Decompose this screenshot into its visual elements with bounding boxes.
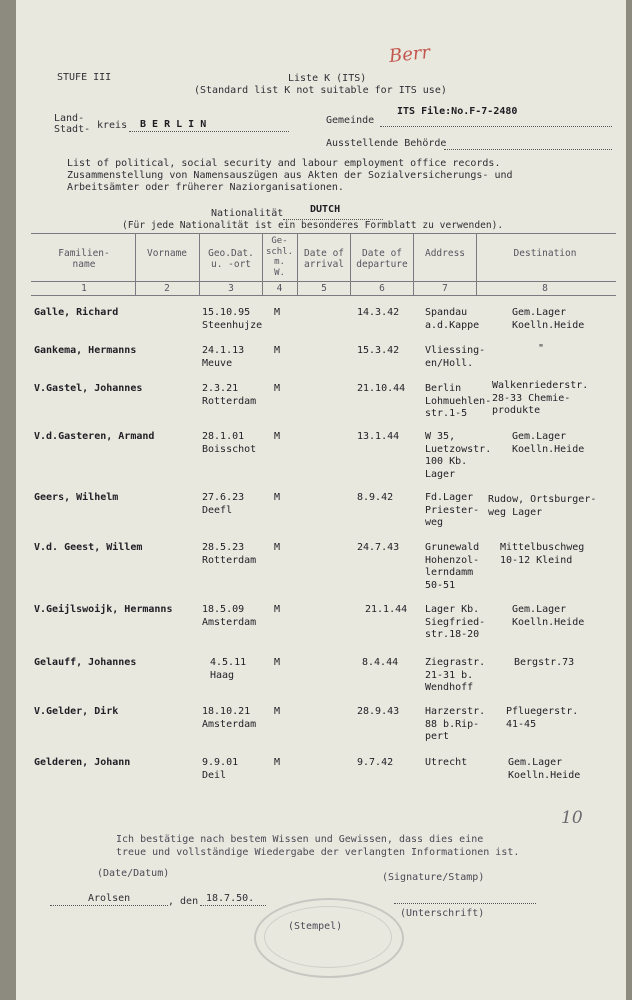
intro-line-2: Zusammenstellung von Namensauszügen aus Akten der Sozialversicherungs- und: [67, 170, 513, 181]
document-page: [16, 0, 626, 1000]
den-label: , den: [168, 896, 199, 907]
departure-date: 14.3.42: [357, 307, 400, 318]
departure-date: 13.1.44: [357, 431, 400, 442]
address: Harzerstr. 88 b.Rip- pert: [425, 706, 486, 742]
destination: Walkenriederstr. 28-33 Chemie- produkte: [492, 380, 589, 416]
departure-date: 8.4.44: [362, 657, 399, 668]
intro-line-3: Arbeitsämter oder früherer Naziorganisationen.: [67, 182, 344, 193]
land-label: Land-: [54, 113, 85, 124]
destination: Pfluegerstr. 41-45: [506, 706, 579, 730]
address: Ziegrastr. 21-31 b. Wendhoff: [425, 657, 486, 693]
place: Arolsen: [88, 893, 131, 904]
destination: Mittelbuschweg 10-12 Kleind: [500, 542, 585, 566]
stempel-label: (Stempel): [288, 921, 343, 932]
date-label: (Date/Datum): [97, 868, 170, 879]
destination: Gem.Lager Koelln.Heide: [508, 757, 581, 781]
column-header-address: Address: [424, 248, 466, 259]
person-name: V.d. Geest, Willem: [34, 542, 143, 553]
column-header-arrival: Date of arrival: [303, 248, 345, 270]
destination: ": [538, 343, 545, 354]
person-name: Gelauff, Johannes: [34, 657, 137, 668]
column-number: 8: [542, 283, 548, 294]
departure-date: 8.9.42: [357, 492, 394, 503]
its-file-number: ITS File:No.F-7-2480: [397, 106, 518, 117]
birth-date-place: 18.10.21 Amsterdam: [202, 706, 257, 730]
kreis-label: kreis: [97, 120, 128, 131]
person-name: Gelderen, Johann: [34, 757, 131, 768]
certification-line-1: Ich bestätige nach bestem Wissen und Gewissen, dass dies eine: [116, 834, 484, 845]
sex: M: [274, 542, 281, 553]
stufe-label: STUFE III: [57, 72, 112, 83]
person-name: V.Gastel, Johannes: [34, 383, 143, 394]
unterschrift-label: (Unterschrift): [400, 908, 485, 919]
column-header-familienname: Familien- name: [58, 248, 110, 270]
column-number: 5: [321, 283, 327, 294]
destination: Gem.Lager Koelln.Heide: [512, 307, 585, 331]
sex: M: [274, 657, 281, 668]
departure-date: 24.7.43: [357, 542, 400, 553]
birth-date-place: 24.1.13 Meuve: [202, 345, 245, 369]
kreis-value: B E R L I N: [140, 119, 207, 130]
departure-date: 9.7.42: [357, 757, 394, 768]
sex: M: [274, 706, 281, 717]
birth-date-place: 27.6.23 Deefl: [202, 492, 245, 516]
liste-subtitle: (Standard list K not suitable for ITS use): [194, 85, 447, 96]
birth-date-place: 2.3.21 Rotterdam: [202, 383, 257, 407]
person-name: Geers, Wilhelm: [34, 492, 119, 503]
column-number: 4: [276, 283, 283, 294]
nationality-value: DUTCH: [310, 204, 341, 215]
page-number: 10: [561, 808, 583, 828]
destination: Bergstr.73: [514, 657, 575, 668]
sex: M: [274, 307, 281, 318]
birth-date-place: 9.9.01 Deil: [202, 757, 239, 781]
nationality-note: (Für jede Nationalität ist ein besonderes Formblatt zu verwenden).: [122, 220, 504, 231]
ausstellende-behoerde-label: Ausstellende Behörde: [326, 138, 447, 149]
departure-date: 21.10.44: [357, 383, 406, 394]
address: Vliessing- en/Holl.: [425, 345, 486, 369]
intro-line-1: List of political, social security and labour employment office records.: [67, 158, 501, 169]
person-name: Galle, Richard: [34, 307, 119, 318]
sex: M: [274, 431, 281, 442]
gemeinde-label: Gemeinde: [326, 115, 375, 126]
person-name: V.d.Gasteren, Armand: [34, 431, 155, 442]
address: Berlin Lohmuehlen- str.1-5: [425, 383, 492, 419]
destination: Gem.Lager Koelln.Heide: [512, 431, 585, 455]
sex: M: [274, 383, 281, 394]
column-number: 3: [228, 283, 234, 294]
address: Grunewald Hohenzol- lerndamm 50-51: [425, 542, 480, 591]
stadt-label: Stadt-: [54, 124, 91, 135]
certification-line-2: treue und vollständige Wiedergabe der verlangten Informationen ist.: [116, 847, 520, 858]
column-number: 2: [164, 283, 170, 294]
address: W 35, Luetzowstr. 100 Kb. Lager: [425, 431, 492, 480]
column-number: 1: [81, 283, 87, 294]
person-name: V.Geijlswoijk, Hermanns: [34, 604, 173, 615]
departure-date: 15.3.42: [357, 345, 400, 356]
birth-date-place: 18.5.09 Amsterdam: [202, 604, 257, 628]
address: Lager Kb. Siegfried- str.18-20: [425, 604, 486, 640]
birth-date-place: 4.5.11 Haag: [210, 657, 247, 681]
destination: Gem.Lager Koelln.Heide: [512, 604, 585, 628]
destination: Rudow, Ortsburger- weg Lager: [488, 494, 597, 518]
departure-date: 28.9.43: [357, 706, 400, 717]
column-number: 7: [442, 283, 448, 294]
column-header-departure: Date of departure: [356, 248, 408, 270]
column-header-geburtsdatum: Geo.Dat. u. -ort: [208, 248, 254, 270]
column-header-destination: Destination: [513, 248, 577, 259]
column-header-vorname: Vorname: [146, 248, 188, 259]
address: Utrecht: [425, 757, 468, 768]
birth-date-place: 15.10.95 Steenhujze: [202, 307, 263, 331]
address: Spandau a.d.Kappe: [425, 307, 480, 331]
birth-date-place: 28.5.23 Rotterdam: [202, 542, 257, 566]
liste-title: Liste K (ITS): [288, 73, 367, 84]
sex: M: [274, 492, 281, 503]
nationality-label: Nationalität: [211, 208, 284, 219]
sex: M: [274, 757, 281, 768]
rubber-stamp-inner: [264, 906, 392, 968]
address: Fd.Lager Priester- weg: [425, 492, 480, 528]
column-number: 6: [379, 283, 385, 294]
column-header-geschlecht: Ge- schl. m. W.: [265, 236, 294, 278]
handwritten-mark: Berr: [388, 41, 432, 68]
signature-label: (Signature/Stamp): [382, 872, 485, 883]
birth-date-place: 28.1.01 Boisschot: [202, 431, 257, 455]
person-name: V.Gelder, Dirk: [34, 706, 119, 717]
person-name: Gankema, Hermanns: [34, 345, 137, 356]
departure-date: 21.1.44: [365, 604, 408, 615]
date-value: 18.7.50.: [206, 893, 255, 904]
sex: M: [274, 604, 281, 615]
sex: M: [274, 345, 281, 356]
